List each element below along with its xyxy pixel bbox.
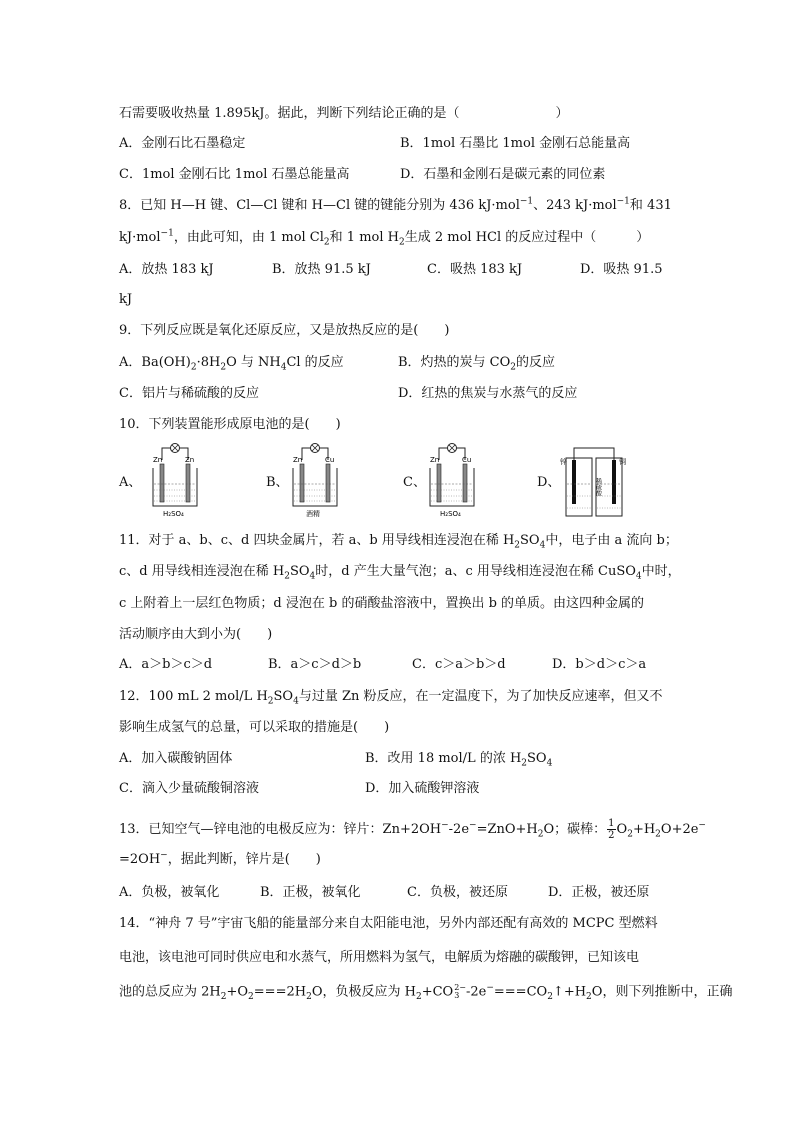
q10-option-c[interactable]: C、 [403,475,426,490]
q14-stem-line3: 池的总反应为 $2H_2+O_2===2H_2O$，负极反应为 $H_2+CO$ 2− 3 $-2e^-===CO_2↑+H_2O$，则下列推断中，正确 [119,983,733,1003]
q13-option-c[interactable]: C．负极，被还原 [407,885,508,900]
q12-option-d[interactable]: D．加入硫酸钾溶液 [365,781,480,796]
fig-d-right-label: 铜 [619,458,626,466]
q8-option-c[interactable]: C．吸热 183 kJ [427,262,523,277]
fig-a-left-label: Zn [153,456,163,464]
q9-option-b[interactable]: B．灼热的炭与 $CO_2$的反应 [398,355,556,373]
fig-b-left-label: Zn [293,456,303,464]
q11-stem-line2: c、d 用导线相连浸泡在稀 $H_2SO_4$时，d 产生大量气泡；a、c 用导线相连浸泡在稀 CuSO$_4$中时， [119,564,681,582]
q12-option-a[interactable]: A．加入碳酸钠固体 [119,751,233,766]
q8-option-a[interactable]: A．放热 183 kJ [119,262,214,277]
q12-stem-line2: 影响生成氢气的总量，可以采取的措施是( ) [119,720,390,735]
q8-option-d[interactable]: D．吸热 91.5 [580,262,663,277]
q11-option-a[interactable]: A．a＞b＞c＞d [119,657,213,672]
fig-d-solution-label: 稀硫酸 [594,478,602,496]
q13-option-b[interactable]: B．正极，被氧化 [260,885,361,900]
q9-option-c[interactable]: C．铝片与稀硫酸的反应 [119,386,259,401]
q13-stem-line2: =2OH−，据此判断，锌片是( ) [119,850,321,867]
q7-option-b[interactable]: B．1mol 石墨比 1mol 金刚石总能量高 [400,136,631,151]
q8-option-d-cont: kJ [119,292,133,307]
q8-option-b[interactable]: B．放热 91.5 kJ [272,262,371,277]
q7-stem-tail: 石需要吸收热量 1.895kJ。据此，判断下列结论正确的是（ ） [119,106,569,121]
q14-stem-line2: 电池，该电池可同时供应电和水蒸气，所用燃料为氢气，电解质为熔融的碳酸钾，已知该电 [119,950,640,965]
q7-option-a[interactable]: A．金刚石比石墨稳定 [119,136,246,151]
half-fraction: $\frac{1}{2}$ [608,818,615,841]
fig-c-solution-label: H₂SO₄ [440,510,461,518]
fig-a-solution-label: H₂SO₄ [163,510,184,518]
fig-c-right-label: Cu [462,456,472,464]
q11-option-b[interactable]: B．a＞c＞d＞b [268,657,362,672]
fig-d-left-label: 锌 [560,458,567,466]
q12-stem-line1: 12．100 mL 2 mol/L $H_2SO_4$与过量 Zn 粉反应，在一定温度下，为了加快反应速率，但又不 [119,689,663,707]
cell-figure-c [422,440,482,520]
q10-option-b[interactable]: B、 [266,475,289,490]
q8-stem-line1: 8．已知 H—H 键、Cl—Cl 键和 H—Cl 键的键能分别为 436 kJ·mol$^{-1}$、243 kJ·mol$^{-1}$和 431 [119,196,672,213]
cell-figure-b [285,440,345,520]
q11-stem-line4: 活动顺序由大到小为( ) [119,627,273,642]
q9-option-d[interactable]: D．红热的焦炭与水蒸气的反应 [398,386,578,401]
q12-option-c[interactable]: C．滴入少量硫酸铜溶液 [119,781,259,796]
q9-stem: 9．下列反应既是氧化还原反应，又是放热反应的是( ) [119,323,450,338]
q13-stem-line1: 13．已知空气—锌电池的电极反应为：锌片：$Zn+2OH^--2e^-=ZnO+H_2O$；碳棒： $\frac{1}{2}$ $O_2+H_2O+2e^-$ [119,818,706,841]
q12-option-b[interactable]: B．改用 18 mol/L 的浓 $H_2SO_4$ [365,751,553,769]
cell-figure-d [556,444,632,520]
fig-c-left-label: Zn [430,456,440,464]
q11-stem-line1: 11．对于 a、b、c、d 四块金属片，若 a、b 用导线相连浸泡在稀 $H_2SO_4$中，电子由 a 流向 b； [119,533,678,551]
q11-stem-line3: c 上附着上一层红色物质；d 浸泡在 b 的硝酸盐溶液中，置换出 b 的单质。由这四种金属的 [119,596,645,611]
q8-stem-line2: kJ·mol$^{-1}$，由此可知，由 1 mol $Cl_2$和 1 mol $H_2$生成 2 mol HCl 的反应过程中（ ） [119,228,650,248]
q7-option-d[interactable]: D．石墨和金刚石是碳元素的同位素 [400,167,606,182]
q7-option-c[interactable]: C．1mol 金刚石比 1mol 石墨总能量高 [119,167,350,182]
q11-option-c[interactable]: C．c＞a＞b＞d [412,657,506,672]
q10-option-a[interactable]: A、 [119,475,142,490]
q14-stem-line1: 14．“神舟 7 号”宇宙飞船的能量部分来自太阳能电池，另外内部还配有高效的 MCPC 型燃料 [119,916,658,931]
cell-figure-a [145,440,205,520]
fig-b-right-label: Cu [325,456,335,464]
q10-stem: 10．下列装置能形成原电池的是( ) [119,417,341,432]
q13-option-a[interactable]: A．负极，被氧化 [119,885,220,900]
fig-a-right-label: Zn [185,456,195,464]
q13-option-d[interactable]: D．正极，被还原 [548,885,650,900]
fig-b-solution-label: 酒精 [306,510,320,518]
q10-option-d[interactable]: D、 [537,475,561,490]
q9-option-a[interactable]: A．$Ba(OH)_2\cdot 8H_2O$ 与 $NH_4Cl$ 的反应 [119,355,344,373]
q11-option-d[interactable]: D．b＞d＞c＞a [552,657,647,672]
